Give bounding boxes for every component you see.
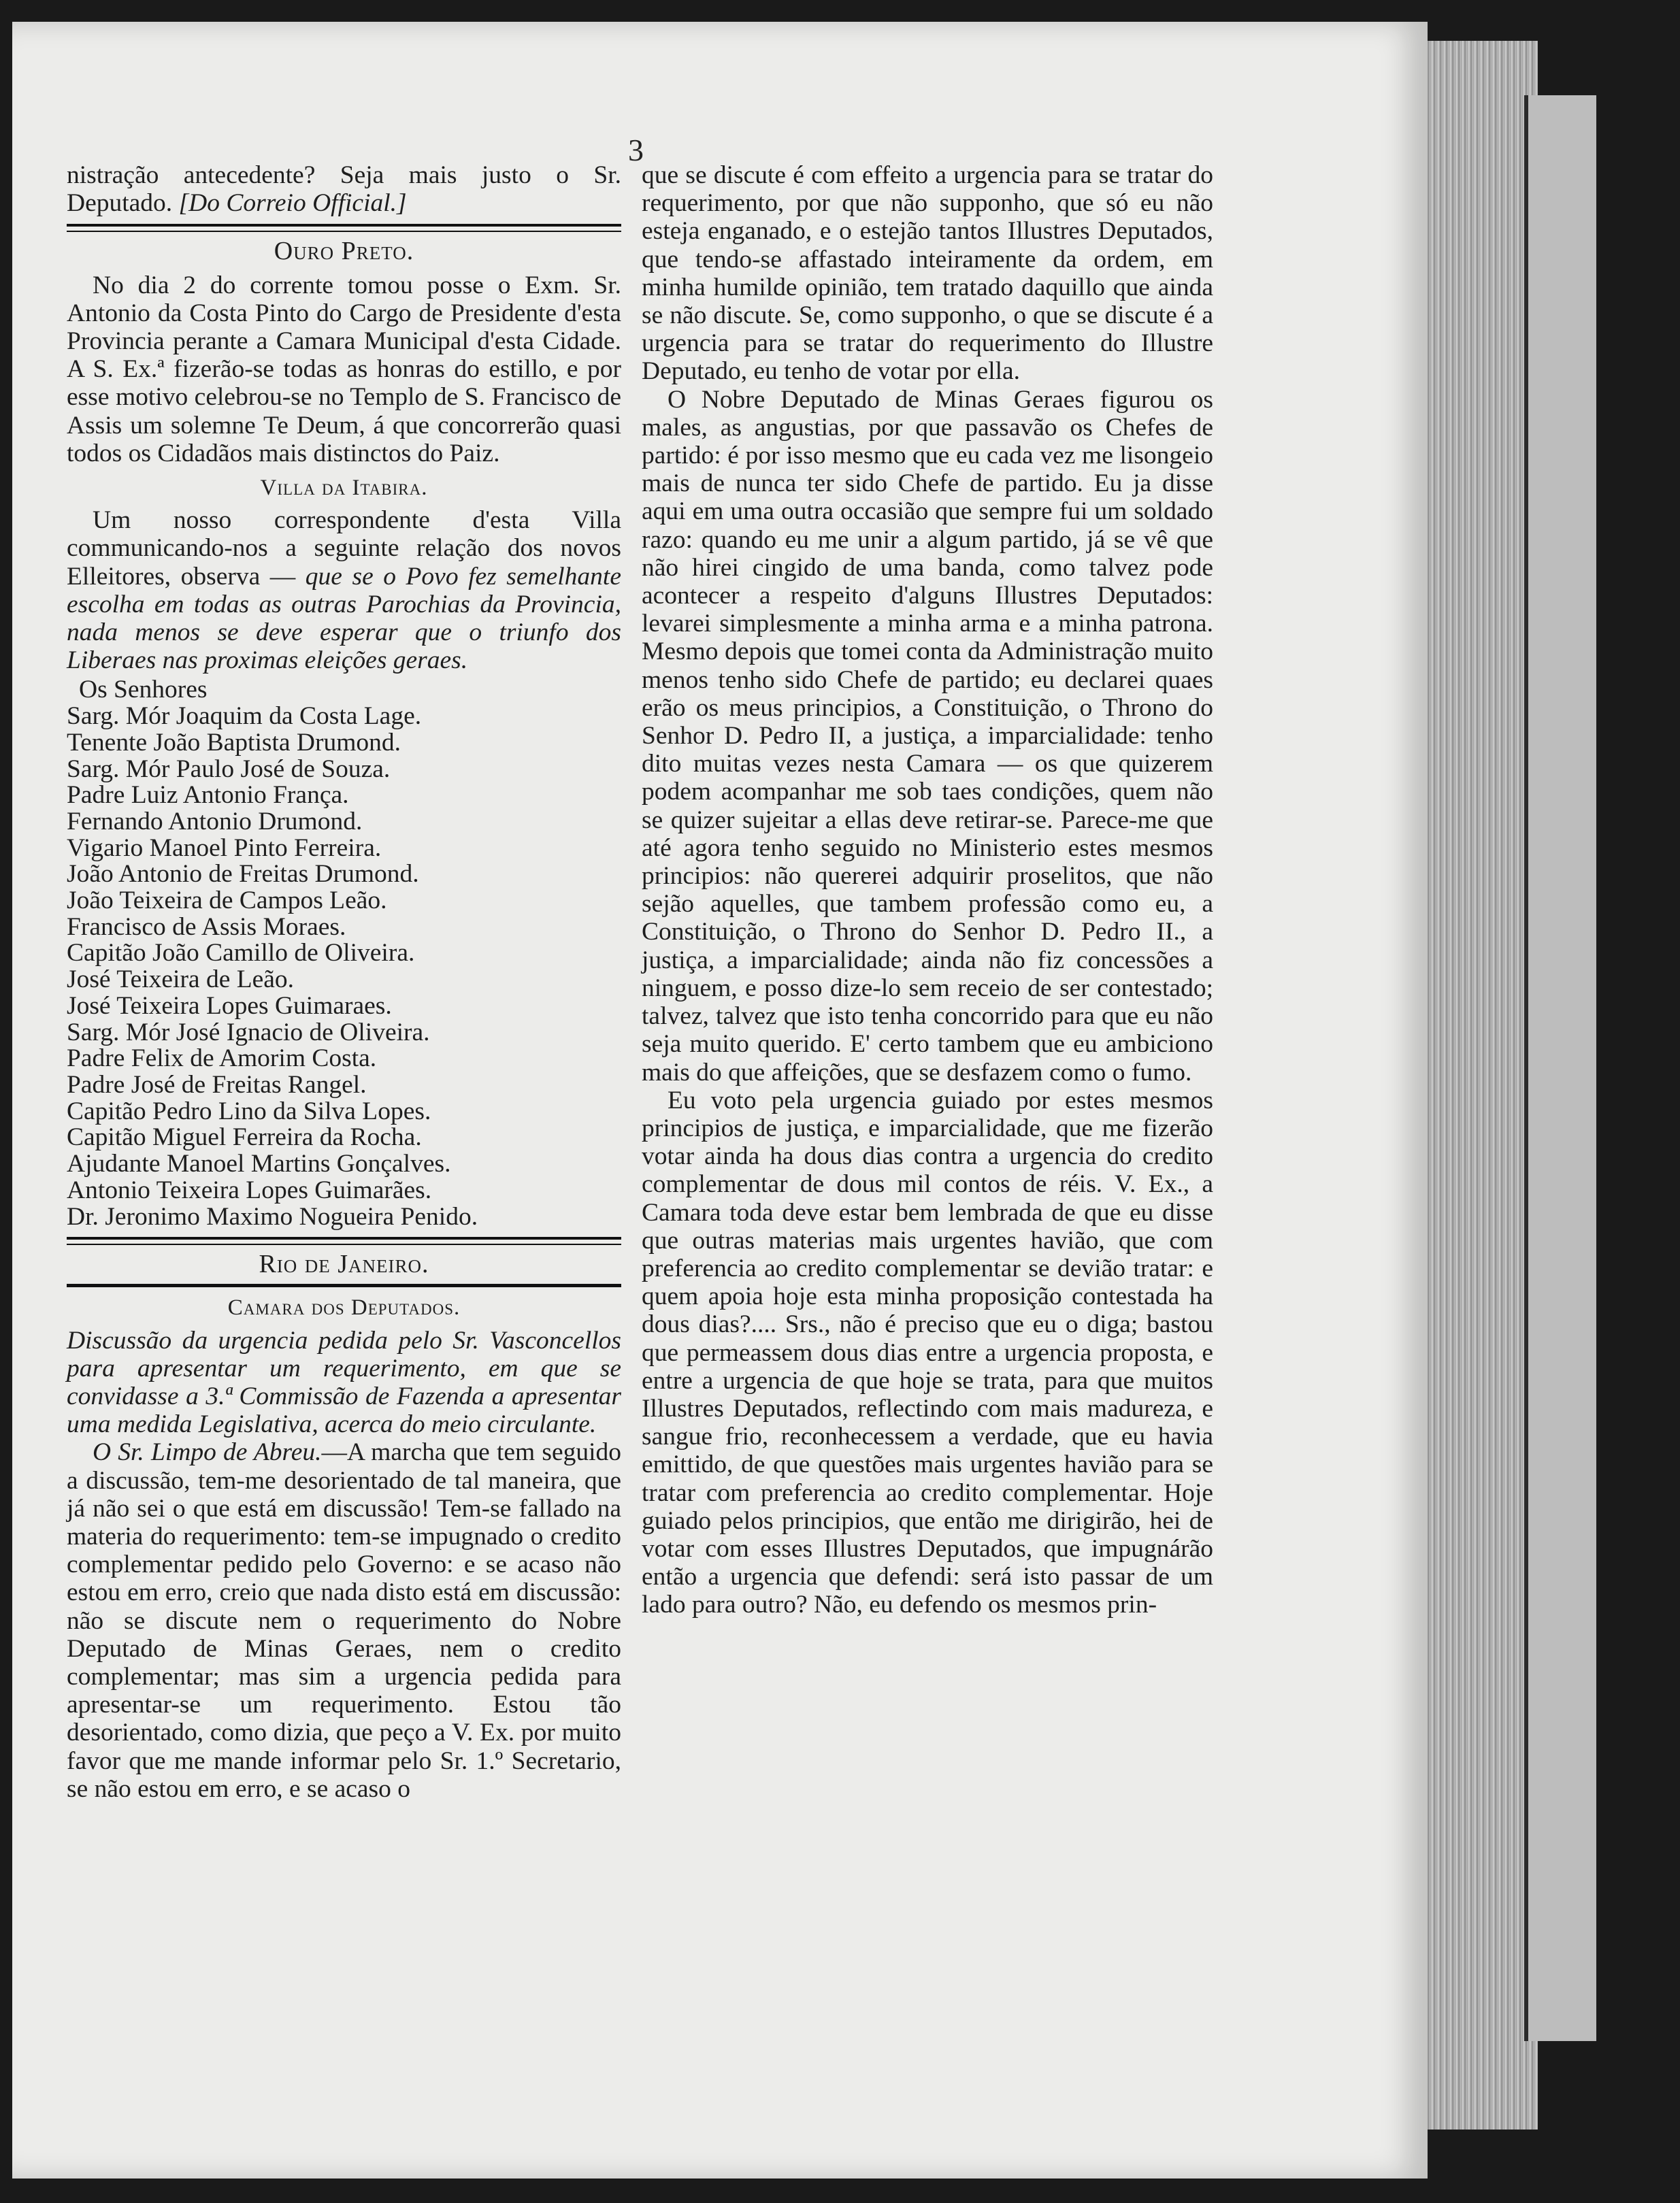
subsection-title-camara: Camara dos Deputados. <box>227 1295 461 1321</box>
speaker-name: O Sr. Limpo de Abreu. <box>93 1438 322 1467</box>
page-number: 3 <box>628 133 644 167</box>
list-item: Antonio Teixeira Lopes Guimarães. <box>67 1176 432 1204</box>
right-paragraph-1: que se discute é com effeito a urgencia para se tratar do requerimento, por que não supponho, que só eu não esteja enganado, e o estejão tantos Illustres Deputados, que tendo-se affastado inteiramente da ordem, em minha humilde opinião, tem tratado daquillo que ainda se não discute. Se, como supponho, o que se discute é a urgencia para se tratar do requerimento do Illustre Deputado, eu tenho de votar por ella. <box>642 161 1213 386</box>
book-binding <box>1524 95 1596 2041</box>
list-item: Fernando Antonio Drumond. <box>67 807 363 835</box>
list-item: Sarg. Mór José Ignacio de Oliveira. <box>67 1018 430 1046</box>
right-paragraph-3: Eu voto pela urgencia guiado por estes mesmos principios de justiça, e imparcialidade, que me fizerão votar ainda ha dous dias contra a urgencia do credito complementar de dous mil contos de réis. V. Ex., a Camara toda deve estar bem lembrada de que eu disse que outras materias mais urgentes havião, que com preferencia ao credito complementar se devião tratar: e quem apoia hoje esta minha proposição contestada ha dous dias?.... Srs., não é preciso que eu o diga; bastou que permeassem dous dias entre a urgencia proposta, e entre a urgencia de que hoje se trata, para que muitos Illustres Deputados, reflectindo com mais madureza, e sangue frio, reconhecessem a verdade, que eu havia emittido, de que questões mais urgentes havião para se tratar com preferencia ao credito complementar. Hoje guiado pelos principios, que então me dirigirão, hei de votar com esses Illustres Deputados, que impugnárão então a urgencia que defendi: será isto passar de um lado para outro? Não, eu defendo os mesmos prin- <box>642 1086 1213 1619</box>
list-item: Padre José de Freitas Rangel. <box>67 1071 367 1099</box>
list-item: Vigario Manoel Pinto Ferreira. <box>67 833 382 862</box>
list-item: Tenente João Baptista Drumond. <box>67 728 401 757</box>
left-column <box>67 161 621 1803</box>
list-item: José Teixeira de Leão. <box>67 965 295 994</box>
section-divider <box>67 1284 621 1287</box>
list-item: João Antonio de Freitas Drumond. <box>67 860 419 889</box>
section-title-ouro-preto: Ouro Preto. <box>274 237 414 266</box>
list-item: Padre Felix de Amorim Costa. <box>67 1044 377 1073</box>
villa-intro-text: Um nosso correspondente d'esta Villa communicando-nos a seguinte relação dos novos Elleitores, observa — <box>67 506 621 591</box>
list-item: Padre Luiz Antonio França. <box>67 781 349 810</box>
ouro-preto-paragraph: No dia 2 do corrente tomou posse o Exm. Sr. Antonio da Costa Pinto do Cargo de Presidente d'esta Provincia perante a Camara Municipal d'esta Cidade. A S. Ex.ª fizerão-se todas as honras do estillo, e por esse motivo celebrou-se no Templo de S. Francisco de Assis um solemne Te Deum, á que concorrerão quasi todos os Cidadãos mais distinctos do Paiz. <box>67 271 621 467</box>
opening-text <box>67 161 621 217</box>
electors-list <box>67 677 621 1230</box>
speech-text: —A marcha que tem seguido a discussão, tem-me desorientado de tal maneira, que já não sei o que está em discussão! Tem-se fallado na materia do requerimento: tem-se impugnado o credito complementar pedido pelo Governo: e se acaso não estou em erro, creio que nada disto está em discussão: não se discute nem o requerimento do Nobre Deputado de Minas Geraes, nem o credito complementar; mas sim a urgencia pedida para apresentar-se um requerimento. Estou tão desorientado, como dizia, que peço a V. Ex. por muito favor que me mande informar pelo Sr. 1.º Secretario, se não estou em erro, e se acaso o <box>67 1438 622 1803</box>
list-item: Francisco de Assis Moraes. <box>67 912 346 941</box>
list-item: Sarg. Mór Joaquim da Costa Lage. <box>67 702 422 731</box>
list-item: José Teixeira Lopes Guimaraes. <box>67 991 392 1020</box>
list-item: Ajudante Manoel Martins Gonçalves. <box>67 1150 451 1178</box>
section-divider <box>67 1237 621 1245</box>
section-divider <box>67 224 621 232</box>
villa-intro-italic: que se o Povo fez semelhante escolha em todas as outras Parochias da Provincia, nada menos se deve esperar que o triunfo dos Liberaes nas proximas eleições geraes. <box>67 562 621 675</box>
list-item: João Teixeira de Campos Leão. <box>67 887 387 915</box>
villa-intro <box>67 506 621 674</box>
list-item: Sarg. Mór Paulo José de Souza. <box>67 755 391 783</box>
list-item: Capitão Pedro Lino da Silva Lopes. <box>67 1097 431 1125</box>
discussion-heading: Discussão da urgencia pedida pelo Sr. Vasconcellos para apresentar um requerimento, em que se convidasse a 3.ª Commissão de Fazenda a apresentar uma medida Legislativa, acerca do meio circulante. <box>67 1326 621 1439</box>
source-note: [Do Correio Official.] <box>178 189 407 218</box>
list-item: Capitão João Camillo de Oliveira. <box>67 939 415 967</box>
newspaper-page <box>12 22 1428 2179</box>
speech-paragraph <box>67 1438 621 1803</box>
list-item: Capitão Miguel Ferreira da Rocha. <box>67 1123 422 1152</box>
list-item: Dr. Jeronimo Maximo Nogueira Penido. <box>67 1202 478 1231</box>
section-title-villa-itabira: Villa da Itabira. <box>260 476 428 501</box>
right-column <box>642 161 1213 1619</box>
right-paragraph-2: O Nobre Deputado de Minas Geraes figurou os males, as angustias, por que passavão os Chefes de partido: é por isso mesmo que eu cada vez me lisongeio mais de nunca ter sido Chefe de partido. Eu ja disse aqui em uma outra occasião que sempre fui um soldado razo: quando eu me unir a algum partido, já se vê que não hirei cingido de uma banda, como talvez pode acontecer a respeito d'alguns Illustres Deputados: levarei simplesmente a minha arma e a minha patrona. Mesmo depois que tomei conta da Administração muito menos tenho sido Chefe de partido; eu declarei quaes erão os meus principios, a Constituição, o Throno do Senhor D. Pedro II, a justiça, a imparcialidade: tenho dito muitas vezes nesta Camara — os que quizerem podem acompanhar me sob taes condições, quem não se quizer sujeitar a ellas deve retirar-se. Parece-me que até agora tenho seguido no Ministerio estes mesmos principios: não quererei adquirir proselitos, que não sejão aquelles, que tambem professão como eu, a Constituição, o Throno do Senhor D. Pedro II., a justiça, a imparcialidade; ainda não fiz concessões a ninguem, e posso dize-lo sem receio de ser contestado; talvez, talvez que isto tenha concorrido para que eu não seja muito querido. E' certo tambem que eu ambiciono mais do que affeições, que se desfazem como o fumo. <box>642 385 1213 1087</box>
electors-list-head: Os Senhores <box>79 676 208 704</box>
section-title-rio-de-janeiro: Rio de Janeiro. <box>259 1250 429 1279</box>
opening-paragraph: nistração antecedente? Seja mais justo o Sr. Deputado. <box>67 161 621 218</box>
